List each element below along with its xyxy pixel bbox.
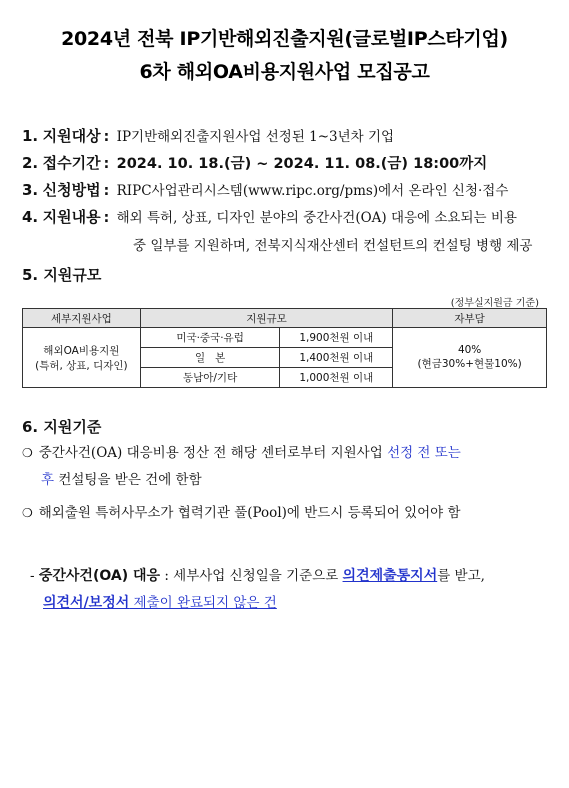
bullet-text: 중간사건(OA) 대응비용 정산 전 해당 센터로부터 지원사업 (38, 445, 388, 461)
note-highlight-response: 의견서/보정서 (43, 595, 130, 611)
note-text: : 세부사업 신청일을 기준으로 (160, 568, 343, 584)
item-label: 접수기간 (42, 154, 101, 172)
table-header-row (23, 309, 547, 328)
page-title-line1: 2024년 전북 IP기반해외진출지원(글로벌IP스타기업) (61, 28, 508, 50)
item-colon: : (103, 210, 110, 226)
item-label: 지원대상 (42, 127, 101, 145)
amount-cell: 1,000천원 이내 (280, 368, 393, 388)
item-content (22, 207, 552, 228)
bullet-text: 해외출원 특허사무소가 협력기관 풀(Pool)에 반드시 등록되어 있어야 함 (38, 505, 461, 521)
section-heading-criteria: 6. 지원기준 (22, 418, 102, 436)
note-highlight-notice: 의견제출통지서 (342, 568, 438, 584)
item-value: 2024. 10. 18.(금) ~ 2024. 11. 08.(금) 18:00까지 (116, 156, 488, 172)
item-label: 지원내용 (42, 208, 101, 226)
item-colon: : (103, 156, 110, 172)
bullet-circle-icon: ❍ (22, 506, 33, 520)
item-colon: : (103, 183, 110, 199)
section-heading-scale: 5. 지원규모 (22, 266, 102, 284)
criteria-bullet-2 (22, 500, 550, 527)
item-eligibility (22, 126, 552, 147)
bullet-circle-icon: ❍ (22, 446, 33, 460)
program-scope: (특허, 상표, 디자인) (35, 359, 128, 372)
self-pay-cell (393, 328, 547, 388)
note-term: 중간사건(OA) 대응 (38, 568, 161, 584)
note-text: 를 받고, (437, 568, 485, 584)
page-title-line2: 6차 해외OA비용지원사업 모집공고 (139, 61, 430, 83)
bullet-text: 컨설팅을 받은 건에 한함 (54, 472, 202, 488)
table-header: 세부지원사업 (23, 309, 141, 328)
note-highlight-rest: 제출이 완료되지 않은 건 (129, 595, 277, 611)
item-value: IP기반해외진출지원사업 선정된 1~3년차 기업 (116, 129, 395, 145)
item-value: RIPC사업관리시스템(www.ripc.org/pms)에서 온라인 신청·접수 (116, 183, 509, 199)
item-number: 1. (22, 127, 39, 145)
self-pay-rate: 40% (457, 344, 482, 356)
region-cell: 동남아/기타 (140, 368, 280, 388)
amount-cell: 1,400천원 이내 (280, 348, 393, 368)
table-header: 지원규모 (140, 309, 393, 328)
oa-definition-note (30, 563, 552, 617)
program-cell (23, 328, 141, 388)
criteria-bullet-1 (22, 440, 550, 494)
item-number: 2. (22, 154, 39, 172)
source-note: (정부실지원금 기준) (450, 298, 539, 309)
item-number: 3. (22, 181, 39, 199)
program-name: 해외OA비용지원 (43, 344, 120, 357)
support-scale-table (22, 308, 547, 388)
region-cell: 일 본 (140, 348, 280, 368)
table-header: 자부담 (393, 309, 547, 328)
item-method (22, 180, 552, 201)
item-number: 4. (22, 208, 39, 226)
bullet-highlight: 선정 전 또는 (387, 445, 461, 461)
item-label: 신청방법 (42, 181, 101, 199)
region-cell: 미국·중국·유럽 (140, 328, 280, 348)
table-row (23, 328, 547, 348)
note-dash: - (30, 568, 35, 584)
item-content-line2: 중 일부를 지원하며, 전북지식재산센터 컨설턴트의 컨설팅 병행 제공 (133, 238, 533, 254)
item-colon: : (103, 129, 110, 145)
item-period (22, 153, 552, 174)
self-pay-breakdown: (현금30%+현물10%) (417, 358, 522, 370)
amount-cell: 1,900천원 이내 (280, 328, 393, 348)
item-value: 해외 특허, 상표, 디자인 분야의 중간사건(OA) 대응에 소요되는 비용 (116, 210, 517, 226)
bullet-highlight: 후 (41, 472, 55, 488)
